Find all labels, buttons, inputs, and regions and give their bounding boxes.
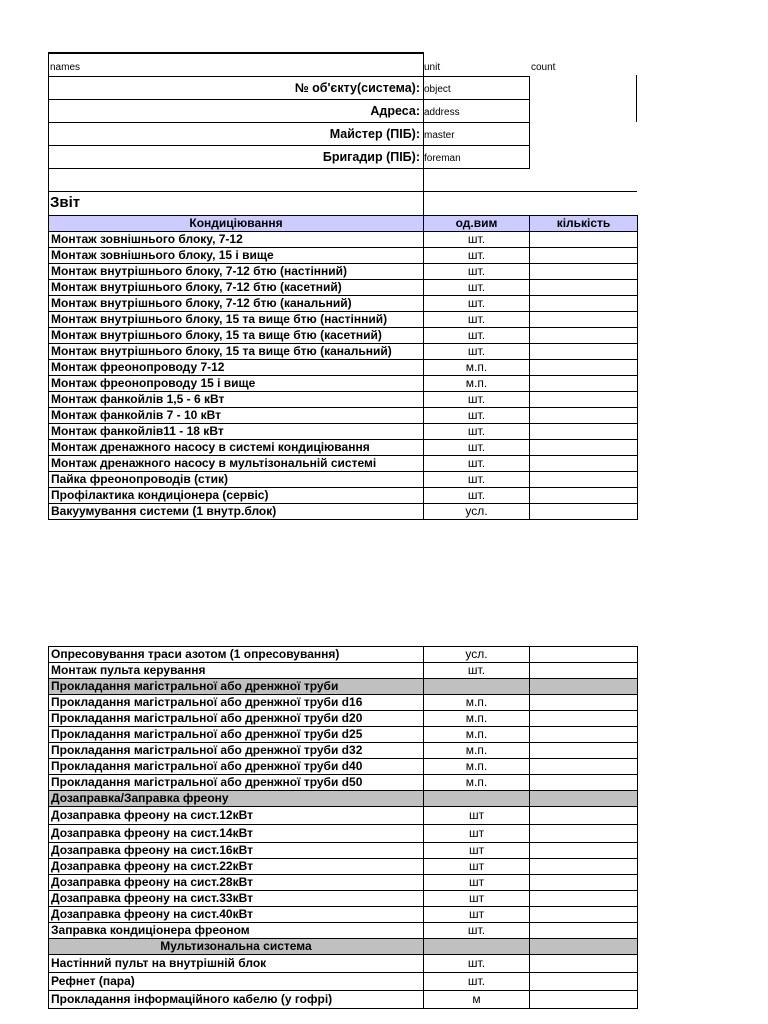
- table-row: [49, 328, 638, 344]
- table-row: [49, 991, 638, 1009]
- work-name-cell: Прокладання магістральної або дренжної труби d50: [49, 775, 424, 791]
- work-name-cell: Монтаж фанкойлів 7 - 10 кВт: [49, 408, 424, 424]
- unit-cell: шт.: [424, 663, 530, 679]
- col-header-work: Кондиціювання: [49, 216, 424, 232]
- quantity-cell[interactable]: [530, 727, 638, 743]
- unit-cell: шт.: [424, 296, 530, 312]
- table-row: [49, 360, 638, 376]
- quantity-cell[interactable]: [530, 891, 638, 907]
- table-row: [49, 891, 638, 907]
- section-title: Мультизональна система: [49, 939, 424, 955]
- quantity-cell[interactable]: [530, 248, 638, 264]
- quantity-cell[interactable]: [530, 376, 638, 392]
- quantity-cell[interactable]: [530, 991, 638, 1009]
- quantity-cell[interactable]: [530, 875, 638, 891]
- quantity-cell[interactable]: [530, 360, 638, 376]
- unit-cell: шт.: [424, 264, 530, 280]
- table-row: [49, 647, 638, 663]
- unit-cell: шт: [424, 891, 530, 907]
- quantity-cell[interactable]: [530, 647, 638, 663]
- quantity-cell[interactable]: [530, 408, 638, 424]
- table-row: [49, 504, 638, 520]
- unit-cell: усл.: [424, 647, 530, 663]
- unit-cell: шт.: [424, 923, 530, 939]
- work-name-cell: Монтаж внутрішнього блоку, 15 та вище бтю (канальний): [49, 344, 424, 360]
- work-name-cell: Дозаправка фреону на сист.40кВт: [49, 907, 424, 923]
- unit-cell: м.п.: [424, 360, 530, 376]
- unit-cell: м.п.: [424, 775, 530, 791]
- quantity-cell[interactable]: [530, 663, 638, 679]
- table-row: [49, 825, 638, 843]
- unit-cell: м.п.: [424, 376, 530, 392]
- table-row: [49, 344, 638, 360]
- work-name-cell: Монтаж внутрішнього блоку, 7-12 бтю (касетний): [49, 280, 424, 296]
- table-row: [49, 875, 638, 891]
- work-name-cell: Монтаж фанкойлів11 - 18 кВт: [49, 424, 424, 440]
- table-row: [49, 663, 638, 679]
- quantity-cell[interactable]: [530, 843, 638, 859]
- quantity-cell[interactable]: [530, 955, 638, 973]
- quantity-cell[interactable]: [530, 807, 638, 825]
- header-field-value[interactable]: foreman: [424, 153, 461, 164]
- quantity-cell[interactable]: [530, 859, 638, 875]
- header-field-row: [48, 145, 530, 169]
- table-row: [49, 955, 638, 973]
- title-border: [48, 191, 637, 192]
- table-row: [49, 312, 638, 328]
- unit-cell: шт.: [424, 456, 530, 472]
- work-name-cell: Прокладання магістральної або дренжної труби d40: [49, 759, 424, 775]
- unit-cell: шт.: [424, 280, 530, 296]
- header-field-label: Адреса:: [370, 104, 420, 118]
- quantity-cell[interactable]: [530, 328, 638, 344]
- table-row: [49, 392, 638, 408]
- table-row: [49, 280, 638, 296]
- work-name-cell: Монтаж зовнішнього блоку, 15 і вище: [49, 248, 424, 264]
- unit-cell: шт.: [424, 472, 530, 488]
- quantity-cell[interactable]: [530, 743, 638, 759]
- quantity-cell[interactable]: [530, 504, 638, 520]
- work-name-cell: Профілактика кондиціонера (сервіс): [49, 488, 424, 504]
- table-row: [49, 923, 638, 939]
- table-row: [49, 775, 638, 791]
- quantity-cell[interactable]: [530, 973, 638, 991]
- header-field-value[interactable]: master: [424, 130, 455, 141]
- table-row: [49, 743, 638, 759]
- table-row: [49, 907, 638, 923]
- quantity-cell[interactable]: [530, 232, 638, 248]
- quantity-cell[interactable]: [530, 392, 638, 408]
- unit-cell: м.п.: [424, 743, 530, 759]
- work-name-cell: Монтаж дренажного насосу в системі кондиціювання: [49, 440, 424, 456]
- work-name-cell: Дозаправка фреону на сист.33кВт: [49, 891, 424, 907]
- header-field-label: Бригадир (ПІБ):: [322, 150, 420, 164]
- unit-cell: шт: [424, 843, 530, 859]
- work-name-cell: Монтаж внутрішнього блоку, 15 та вище бтю (настінний): [49, 312, 424, 328]
- unit-cell: шт: [424, 875, 530, 891]
- work-name-cell: Дозаправка фреону на сист.14кВт: [49, 825, 424, 843]
- unit-cell: шт.: [424, 488, 530, 504]
- quantity-cell[interactable]: [530, 695, 638, 711]
- table-row: [49, 440, 638, 456]
- table-row: [49, 807, 638, 825]
- table-row: [49, 727, 638, 743]
- section-row: [49, 939, 638, 955]
- unit-cell: м: [424, 991, 530, 1009]
- work-name-cell: Монтаж внутрішнього блоку, 7-12 бтю (настінний): [49, 264, 424, 280]
- table-row: [49, 232, 638, 248]
- work-name-cell: Монтаж внутрішнього блоку, 7-12 бтю (канальний): [49, 296, 424, 312]
- table-row: [49, 759, 638, 775]
- section-title: Прокладання магістральної або дренжної труби: [49, 679, 424, 695]
- quantity-cell[interactable]: [530, 759, 638, 775]
- table-row: [49, 472, 638, 488]
- quantity-cell[interactable]: [530, 488, 638, 504]
- work-name-cell: Рефнет (пара): [49, 973, 424, 991]
- work-name-cell: Монтаж фанкойлів 1,5 - 6 кВт: [49, 392, 424, 408]
- quantity-cell[interactable]: [530, 939, 638, 955]
- work-name-cell: Настінний пульт на внутрішній блок: [49, 955, 424, 973]
- col-names-label: names: [50, 62, 81, 73]
- quantity-cell[interactable]: [530, 679, 638, 695]
- quantity-cell[interactable]: [530, 711, 638, 727]
- table-row: [49, 711, 638, 727]
- unit-cell: м.п.: [424, 759, 530, 775]
- section-row: [49, 791, 638, 807]
- section-title: Дозаправка/Заправка фреону: [49, 791, 424, 807]
- header-field-label: № об'єкту(система):: [294, 81, 420, 95]
- unit-cell: м.п.: [424, 695, 530, 711]
- report-table-2: [48, 646, 638, 1009]
- unit-cell: шт.: [424, 955, 530, 973]
- table-row: [49, 296, 638, 312]
- col-unit-label: unit: [424, 62, 441, 73]
- table-row: [49, 488, 638, 504]
- col-count-label: count: [531, 62, 556, 73]
- unit-cell: шт.: [424, 328, 530, 344]
- top-border: [48, 52, 423, 54]
- work-name-cell: Пайка фреонопроводів (стик): [49, 472, 424, 488]
- unit-cell: [424, 791, 530, 807]
- unit-cell: шт.: [424, 973, 530, 991]
- col-header-qty: кількість: [530, 216, 638, 232]
- header-field-row: [48, 76, 530, 100]
- report-title: Звіт: [50, 194, 81, 211]
- work-name-cell: Дозаправка фреону на сист.28кВт: [49, 875, 424, 891]
- quantity-cell[interactable]: [530, 264, 638, 280]
- work-name-cell: Вакуумування системи (1 внутр.блок): [49, 504, 424, 520]
- work-name-cell: Дозаправка фреону на сист.12кВт: [49, 807, 424, 825]
- quantity-cell[interactable]: [530, 440, 638, 456]
- quantity-cell[interactable]: [530, 424, 638, 440]
- work-name-cell: Монтаж дренажного насосу в мультізональній системі: [49, 456, 424, 472]
- unit-cell: усл.: [424, 504, 530, 520]
- unit-cell: шт.: [424, 424, 530, 440]
- header-field-row: [48, 122, 530, 146]
- unit-cell: м.п.: [424, 727, 530, 743]
- unit-cell: шт: [424, 907, 530, 923]
- quantity-cell[interactable]: [530, 312, 638, 328]
- unit-cell: шт.: [424, 248, 530, 264]
- unit-cell: шт.: [424, 312, 530, 328]
- quantity-cell[interactable]: [530, 775, 638, 791]
- report-table-1: [48, 215, 638, 520]
- quantity-cell[interactable]: [530, 791, 638, 807]
- table-row: [49, 376, 638, 392]
- unit-cell: шт.: [424, 440, 530, 456]
- unit-cell: шт.: [424, 232, 530, 248]
- work-name-cell: Заправка кондиціонера фреоном: [49, 923, 424, 939]
- table-row: [49, 456, 638, 472]
- unit-cell: шт: [424, 825, 530, 843]
- quantity-cell[interactable]: [530, 907, 638, 923]
- unit-cell: м.п.: [424, 711, 530, 727]
- work-name-cell: Прокладання магістральної або дренжної труби d32: [49, 743, 424, 759]
- quantity-cell[interactable]: [530, 923, 638, 939]
- table-row: [49, 859, 638, 875]
- work-name-cell: Монтаж фреонопроводу 15 і вище: [49, 376, 424, 392]
- table-row: [49, 843, 638, 859]
- table-row: [49, 973, 638, 991]
- header-field-value[interactable]: address: [424, 107, 460, 118]
- header-field-label: Майстер (ПІБ):: [329, 127, 420, 141]
- work-name-cell: Прокладання інформаційного кабелю (у гофрі): [49, 991, 424, 1009]
- count-border-right: [636, 75, 637, 122]
- work-name-cell: Опресовування траси азотом (1 опресовування): [49, 647, 424, 663]
- col-header-unit: од.вим: [424, 216, 530, 232]
- work-name-cell: Дозаправка фреону на сист.22кВт: [49, 859, 424, 875]
- quantity-cell[interactable]: [530, 344, 638, 360]
- unit-cell: шт.: [424, 392, 530, 408]
- work-name-cell: Прокладання магістральної або дренжної труби d25: [49, 727, 424, 743]
- quantity-cell[interactable]: [530, 825, 638, 843]
- quantity-cell[interactable]: [530, 472, 638, 488]
- table-row: [49, 264, 638, 280]
- work-name-cell: Прокладання магістральної або дренжної труби d16: [49, 695, 424, 711]
- unit-cell: [424, 679, 530, 695]
- unit-cell: шт.: [424, 344, 530, 360]
- work-name-cell: Монтаж фреонопроводу 7-12: [49, 360, 424, 376]
- unit-cell: шт: [424, 807, 530, 825]
- section-row: [49, 679, 638, 695]
- table-row: [49, 248, 638, 264]
- unit-cell: шт.: [424, 408, 530, 424]
- quantity-cell[interactable]: [530, 296, 638, 312]
- work-name-cell: Дозаправка фреону на сист.16кВт: [49, 843, 424, 859]
- header-field-value[interactable]: object: [424, 84, 451, 95]
- quantity-cell[interactable]: [530, 456, 638, 472]
- table-row: [49, 695, 638, 711]
- table-row: [49, 408, 638, 424]
- unit-cell: [424, 939, 530, 955]
- unit-cell: шт: [424, 859, 530, 875]
- table-row: [49, 424, 638, 440]
- header-field-row: [48, 99, 530, 123]
- work-name-cell: Монтаж зовнішнього блоку, 7-12: [49, 232, 424, 248]
- work-name-cell: Монтаж пульта керування: [49, 663, 424, 679]
- quantity-cell[interactable]: [530, 280, 638, 296]
- work-name-cell: Прокладання магістральної або дренжної труби d20: [49, 711, 424, 727]
- work-name-cell: Монтаж внутрішнього блоку, 15 та вище бтю (касетний): [49, 328, 424, 344]
